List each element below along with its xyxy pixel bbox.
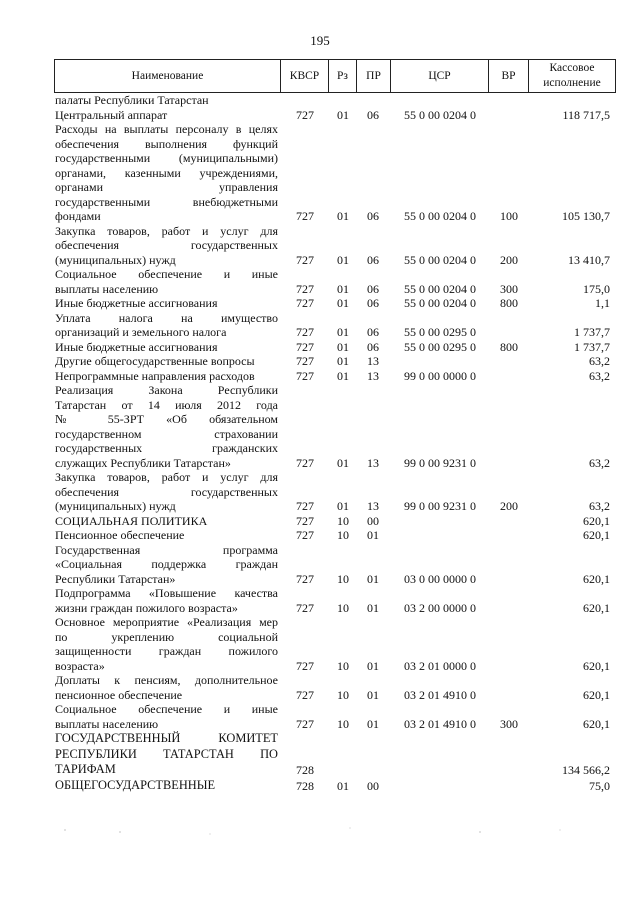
cell-rz: 01	[337, 107, 349, 122]
cell-kvsr: 727	[296, 571, 314, 586]
table-row	[0, 586, 640, 615]
cell-csr: 55 0 00 0204 0	[404, 281, 476, 296]
table-row	[0, 731, 640, 778]
cell-vr: 200	[500, 252, 518, 267]
row-name	[55, 311, 278, 340]
row-name-line: (муниципальных) нужд	[55, 499, 176, 513]
row-name-line: Социальное обеспечение и иные	[55, 702, 278, 716]
header-kvsr: КВСР	[289, 69, 320, 82]
row-name-line: Центральный аппарат	[55, 107, 168, 122]
header-divider	[615, 59, 616, 92]
cell-rz: 01	[337, 778, 349, 793]
cell-sum: 13 410,7	[568, 252, 610, 267]
row-name-line: жизни граждан пожилого возраста»	[55, 600, 238, 615]
cell-sum: 63,2	[589, 354, 610, 368]
cell-rz: 10	[337, 600, 349, 615]
table-row	[0, 354, 640, 369]
row-name-line: палаты Республики Татарстан	[55, 93, 209, 107]
header-csr: ЦСР	[428, 69, 451, 82]
cell-vr: 800	[500, 339, 518, 354]
cell-rz: 01	[337, 368, 349, 383]
row-name-line: (муниципальных) нужд	[55, 252, 176, 267]
row-name	[55, 296, 278, 311]
row-name	[55, 340, 278, 355]
row-name-line: пенсионное обеспечение	[55, 687, 183, 702]
cell-pr: 06	[367, 339, 379, 354]
table-row	[0, 470, 640, 514]
row-name	[55, 586, 278, 615]
cell-pr: 06	[367, 209, 379, 223]
cell-sum: 620,1	[583, 600, 610, 615]
row-name-line: Пенсионное обеспечение	[55, 528, 185, 542]
cell-kvsr: 727	[296, 716, 314, 731]
row-name-line: ОБЩЕГОСУДАРСТВЕННЫЕ	[55, 777, 216, 792]
cell-sum: 620,1	[583, 687, 610, 702]
page-number: 195	[310, 33, 330, 48]
cell-kvsr: 727	[296, 339, 314, 354]
cell-csr: 03 2 01 4910 0	[404, 716, 476, 731]
cell-vr: 800	[500, 296, 518, 310]
table-row	[0, 615, 640, 673]
scan-artifacts	[60, 820, 580, 860]
cell-sum: 134 566,2	[562, 763, 610, 777]
cell-rz: 10	[337, 528, 349, 542]
cell-kvsr: 727	[296, 325, 314, 339]
table-row	[0, 296, 640, 311]
table-row	[0, 702, 640, 731]
row-name	[55, 731, 278, 778]
cell-sum: 1 737,7	[574, 339, 610, 354]
cell-vr: 300	[500, 716, 518, 731]
row-name-line: Реализация Закона Республики	[55, 383, 278, 397]
table-row	[0, 122, 640, 224]
cell-csr: 55 0 00 0204 0	[404, 296, 476, 310]
cell-pr: 06	[367, 281, 379, 296]
row-name-line: Уплата налога на имущество	[55, 310, 278, 325]
row-name-line: служащих Республики Татарстан»	[55, 455, 231, 470]
row-name-line: организаций и земельного налога	[55, 325, 227, 339]
row-name	[55, 673, 278, 702]
cell-rz: 01	[337, 209, 349, 223]
cell-pr: 01	[367, 571, 379, 586]
cell-sum: 620,1	[583, 658, 610, 673]
cell-vr: 100	[500, 209, 518, 223]
cell-pr: 00	[367, 778, 379, 793]
cell-csr: 03 0 00 0000 0	[404, 571, 476, 586]
table-row	[0, 311, 640, 340]
cell-rz: 01	[337, 354, 349, 368]
table-row	[0, 514, 640, 529]
row-name	[55, 122, 278, 224]
cell-sum: 620,1	[583, 716, 610, 731]
header-sum	[529, 60, 615, 92]
row-name-line: выплаты населению	[55, 716, 159, 731]
cell-pr: 13	[367, 499, 379, 513]
cell-rz: 10	[337, 687, 349, 702]
cell-sum: 63,2	[589, 368, 610, 383]
table-row	[0, 108, 640, 123]
row-name-line: Республики Татарстан»	[55, 571, 176, 586]
cell-pr: 01	[367, 528, 379, 542]
cell-csr: 03 2 01 0000 0	[404, 658, 476, 673]
cell-rz: 01	[337, 281, 349, 296]
row-name	[55, 224, 278, 268]
cell-csr: 99 0 00 0000 0	[404, 368, 476, 383]
row-name	[55, 702, 278, 731]
row-name-line: органами, казенными учреждениями,	[55, 165, 278, 180]
row-name	[55, 543, 278, 587]
row-name-line: ГОСУДАРСТВЕННЫЙ КОМИТЕТ	[55, 731, 278, 745]
table-row	[0, 369, 640, 384]
header-sum-line1: Кассовое	[549, 62, 595, 74]
cell-sum: 620,1	[583, 513, 610, 528]
cell-sum: 1 737,7	[574, 325, 610, 339]
row-name-line: Закупка товаров, работ и услуг для	[55, 470, 278, 484]
cell-kvsr: 728	[296, 778, 314, 793]
cell-csr: 55 0 00 0204 0	[404, 252, 476, 267]
cell-sum: 620,1	[583, 571, 610, 586]
header-name: Наименование	[131, 69, 204, 82]
table-row	[0, 778, 640, 794]
table-row	[0, 340, 640, 355]
row-name	[55, 354, 278, 369]
row-name-line: государственными внебюджетными	[55, 194, 278, 209]
row-name-line: обеспечения государственных	[55, 484, 278, 499]
row-name-line: фондами	[55, 209, 101, 223]
cell-csr: 03 2 01 4910 0	[404, 687, 476, 702]
cell-kvsr: 727	[296, 281, 314, 296]
row-name-line: Государственная программа	[55, 542, 278, 557]
cell-pr: 06	[367, 296, 379, 310]
cell-pr: 06	[367, 325, 379, 339]
cell-pr: 13	[367, 368, 379, 383]
row-name	[55, 528, 278, 543]
cell-sum: 118 717,5	[562, 107, 610, 122]
cell-csr: 03 2 00 0000 0	[404, 600, 476, 615]
table-row	[0, 224, 640, 268]
row-name-line: РЕСПУБЛИКИ ТАТАРСТАН ПО	[55, 746, 278, 761]
row-name-line: № 55-ЗРТ «Об обязательном	[55, 412, 278, 426]
table-row	[0, 673, 640, 702]
cell-rz: 10	[337, 571, 349, 586]
cell-kvsr: 727	[296, 354, 314, 368]
cell-kvsr: 727	[296, 455, 314, 470]
cell-kvsr: 727	[296, 252, 314, 267]
row-name	[55, 383, 278, 470]
header-rz: Рз	[337, 69, 348, 82]
row-name-line: СОЦИАЛЬНАЯ ПОЛИТИКА	[55, 513, 208, 528]
row-name-line: возраста»	[55, 658, 105, 673]
row-name	[55, 615, 278, 673]
cell-kvsr: 727	[296, 513, 314, 528]
cell-rz: 01	[337, 339, 349, 354]
table-row	[0, 93, 640, 108]
table-row	[0, 543, 640, 587]
row-name	[55, 369, 278, 384]
cell-rz: 01	[337, 296, 349, 310]
row-name-line: государственных гражданских	[55, 441, 278, 455]
cell-rz: 01	[337, 499, 349, 513]
cell-pr: 13	[367, 354, 379, 368]
cell-csr: 99 0 00 9231 0	[404, 499, 476, 513]
cell-vr: 200	[500, 499, 518, 513]
row-name-line: по укреплению социальной	[55, 629, 278, 644]
cell-kvsr: 728	[296, 763, 314, 777]
cell-pr: 01	[367, 716, 379, 731]
table-row	[0, 528, 640, 543]
cell-kvsr: 727	[296, 209, 314, 223]
cell-rz: 01	[337, 252, 349, 267]
cell-csr: 55 0 00 0204 0	[404, 209, 476, 223]
row-name-line: Татарстан от 14 июля 2012 года	[55, 397, 278, 412]
header-vr: ВР	[501, 69, 516, 82]
row-name-line: обеспечения выполнения функций	[55, 136, 278, 151]
row-name-line: Закупка товаров, работ и услуг для	[55, 223, 278, 238]
cell-kvsr: 727	[296, 368, 314, 383]
row-name	[55, 514, 278, 529]
cell-sum: 75,0	[589, 778, 610, 793]
row-name-line: государственном страховании	[55, 426, 278, 441]
row-name-line: ТАРИФАМ	[55, 762, 116, 776]
cell-kvsr: 727	[296, 499, 314, 513]
row-name-line: выплаты населению	[55, 281, 159, 296]
row-name-line: Другие общегосударственные вопросы	[55, 354, 255, 368]
cell-pr: 01	[367, 600, 379, 615]
cell-rz: 01	[337, 325, 349, 339]
row-name	[55, 93, 278, 108]
row-name	[55, 108, 278, 123]
cell-pr: 00	[367, 513, 379, 528]
row-name-line: Иные бюджетные ассигнования	[55, 339, 218, 354]
header-pr: ПР	[366, 69, 381, 82]
table-row	[0, 383, 640, 470]
cell-sum: 105 130,7	[562, 209, 610, 223]
cell-sum: 175,0	[583, 281, 610, 296]
cell-kvsr: 727	[296, 528, 314, 542]
row-name-line: защищенности граждан пожилого	[55, 644, 278, 658]
cell-csr: 55 0 00 0295 0	[404, 325, 476, 339]
cell-rz: 10	[337, 513, 349, 528]
row-name-line: Подпрограмма «Повышение качества	[55, 586, 278, 600]
row-name-line: Иные бюджетные ассигнования	[55, 296, 218, 310]
cell-pr: 06	[367, 252, 379, 267]
cell-vr: 300	[500, 281, 518, 296]
cell-sum: 1,1	[595, 296, 610, 310]
cell-sum: 620,1	[583, 528, 610, 542]
row-name-line: Расходы на выплаты персоналу в целях	[55, 122, 278, 136]
row-name-line: Основное мероприятие «Реализация мер	[55, 615, 278, 629]
row-name-line: государственными (муниципальными)	[55, 151, 278, 165]
cell-csr: 99 0 00 9231 0	[404, 455, 476, 470]
cell-kvsr: 727	[296, 296, 314, 310]
cell-rz: 01	[337, 455, 349, 470]
cell-kvsr: 727	[296, 687, 314, 702]
row-name-line: Непрограммные направления расходов	[55, 368, 255, 383]
row-name-line: Социальное обеспечение и иные	[55, 267, 278, 281]
cell-rz: 10	[337, 716, 349, 731]
cell-pr: 06	[367, 107, 379, 122]
cell-kvsr: 727	[296, 658, 314, 673]
row-name	[55, 267, 278, 296]
row-name-line: органами управления	[55, 180, 278, 194]
cell-sum: 63,2	[589, 499, 610, 513]
cell-pr: 01	[367, 658, 379, 673]
row-name-line: «Социальная поддержка граждан	[55, 557, 278, 571]
cell-csr: 55 0 00 0204 0	[404, 107, 476, 122]
cell-pr: 13	[367, 455, 379, 470]
row-name-line: обеспечения государственных	[55, 238, 278, 252]
cell-kvsr: 727	[296, 600, 314, 615]
cell-csr: 55 0 00 0295 0	[404, 339, 476, 354]
cell-sum: 63,2	[589, 455, 610, 470]
cell-pr: 01	[367, 687, 379, 702]
row-name	[55, 470, 278, 514]
row-name	[55, 778, 278, 794]
header-sum-line2: исполнение	[543, 77, 601, 89]
row-name-line: Доплаты к пенсиям, дополнительное	[55, 673, 278, 687]
table-row	[0, 267, 640, 296]
cell-kvsr: 727	[296, 107, 314, 122]
cell-rz: 10	[337, 658, 349, 673]
